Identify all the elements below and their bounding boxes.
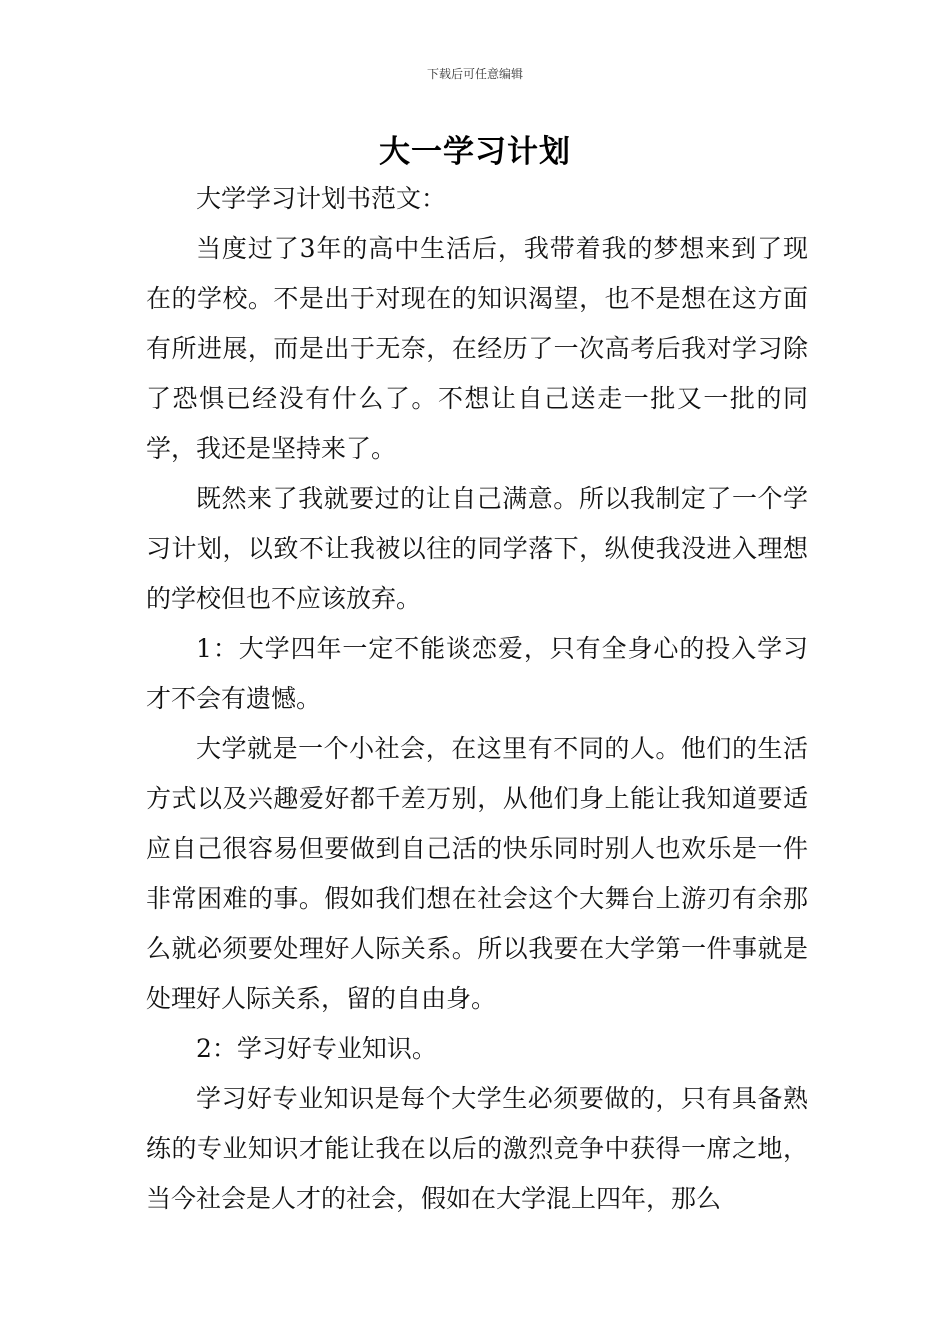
- paragraph-high-school: 当度过了3年的高中生活后，我带着我的梦想来到了现在的学校。不是出于对现在的知识渴望，也不是想在这方面有所进展，而是出于无奈，在经历了一次高考后我对学习除了恐惧已经没有什么了。不想让自己送走一批又一批的同学，我还是坚持来了。: [146, 234, 808, 463]
- paragraph-professional-knowledge: 学习好专业知识是每个大学生必须要做的，只有具备熟练的专业知识才能让我在以后的激烈竞争中获得一席之地，当今社会是人才的社会，假如在大学混上四年，那么: [146, 1084, 808, 1213]
- paragraph-point-1: 1：大学四年一定不能谈恋爱，只有全身心的投入学习才不会有遗憾。: [146, 634, 808, 713]
- paragraph-intro: 大学学习计划书范文：: [196, 184, 447, 213]
- header-note: 下载后可任意编辑: [426, 67, 523, 81]
- paragraph-point-2: 2：学习好专业知识。: [196, 1034, 437, 1063]
- paragraph-social: 大学就是一个小社会，在这里有不同的人。他们的生活方式以及兴趣爱好都千差万别，从他们身上能让我知道要适应自己很容易但要做到自己活的快乐同时别人也欢乐是一件非常困难的事。假如我们想在社会这个大舞台上游刃有余那么就必须要处理好人际关系。所以我要在大学第一件事就是处理好人际关系，留的自由身。: [146, 734, 808, 1013]
- paragraph-plan-reason: 既然来了我就要过的让自己满意。所以我制定了一个学习计划，以致不让我被以往的同学落下，纵使我没进入理想的学校但也不应该放弃。: [146, 484, 808, 613]
- document-body: [146, 174, 808, 1224]
- document-title: 大一学习计划: [379, 134, 571, 170]
